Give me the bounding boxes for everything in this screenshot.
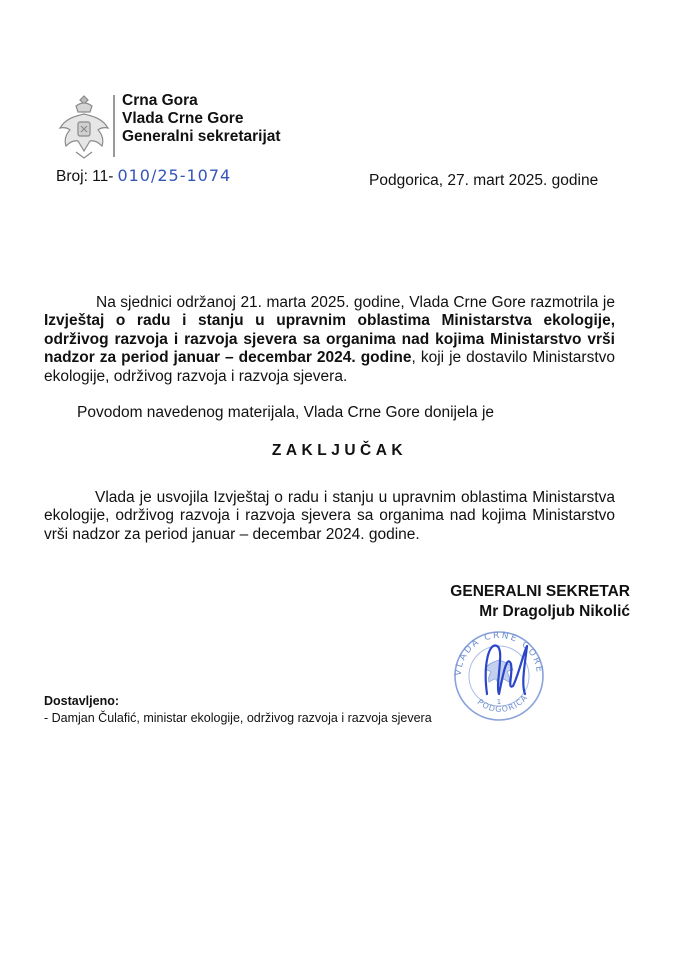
svg-text:VLADA CRNE GORE: VLADA CRNE GORE xyxy=(453,630,545,677)
issuer-country: Crna Gora xyxy=(122,92,198,109)
paragraph-conclusion: Vlada je usvojila Izvještaj o radu i stanju u upravnim oblastima Ministarstva ekologije, održivog razvoja i razvoja sjevera sa organima nad kojima Ministarstvo vrši nadzor za period januar – decembar 2024. godine. xyxy=(44,489,615,543)
distribution-label: Dostavljeno: xyxy=(44,694,120,708)
signature-block xyxy=(405,582,630,622)
report-title: Izvještaj o radu i stanju u upravnim oblastima Ministarstva ekologije, održivog razvoja i razvoja sjevera sa organima nad kojima Ministarstvo vrši nadzor za period januar – decembar 2024. godine xyxy=(44,312,615,367)
place-date: Podgorica, 27. mart 2025. godine xyxy=(369,172,599,189)
conclusion-title: ZAKLJUČAK xyxy=(271,442,408,459)
paragraph-decision-lead: Povodom navedenog materijala, Vlada Crne Gore donijela je xyxy=(77,404,495,421)
signatory-title: GENERALNI SEKRETAR xyxy=(450,583,630,600)
svg-text:1: 1 xyxy=(496,698,502,706)
paragraph-intro xyxy=(44,294,615,386)
paragraph-intro-start: Na sjednici održanoj 21. marta 2025. godine, Vlada Crne Gore razmotrila je xyxy=(96,294,615,311)
issuer-block xyxy=(122,92,281,146)
svg-text:PODGORICA: PODGORICA xyxy=(475,692,530,714)
coat-of-arms-icon xyxy=(54,92,114,162)
issuer-government: Vlada Crne Gore xyxy=(122,110,244,127)
official-stamp-icon xyxy=(447,624,555,724)
reference-label: Broj: 11- xyxy=(56,168,114,185)
reference-handwritten: 010/25-1074 xyxy=(117,166,232,185)
reference-number xyxy=(56,166,231,186)
signatory-name: Mr Dragoljub Nikolić xyxy=(479,603,630,620)
issuer-secretariat: Generalni sekretarijat xyxy=(122,128,281,145)
header-divider xyxy=(113,95,115,157)
distribution-item: - Damjan Čulafić, ministar ekologije, održivog razvoja i razvoja sjevera xyxy=(44,711,432,725)
paragraph-intro-end: , koji je dostavilo Ministarstvo ekologije, održivog razvoja i razvoja sjevera. xyxy=(44,349,616,385)
